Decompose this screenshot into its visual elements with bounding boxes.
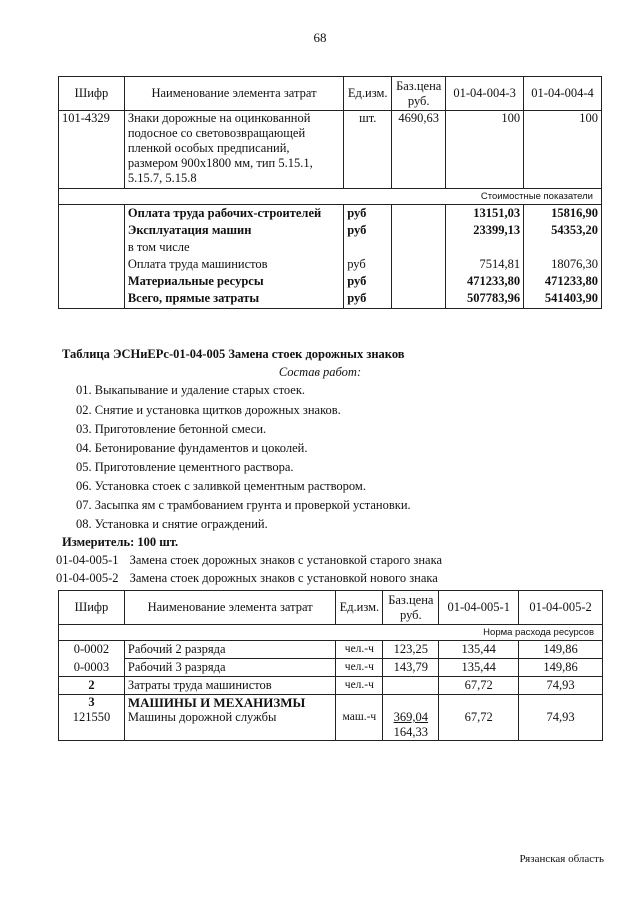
cost-v1 [446, 240, 524, 257]
work-item: 05. Приготовление цементного раствора. [76, 460, 294, 474]
machine-unit: маш.-ч [336, 695, 383, 741]
col-name: Наименование элемента затрат [124, 591, 335, 625]
norm-caption-row [59, 625, 603, 641]
row-name: Рабочий 3 разряда [124, 659, 335, 677]
cost-v2: 471233,80 [524, 274, 602, 291]
cost-unit: руб [344, 274, 392, 291]
cost-row [59, 223, 602, 240]
machine-code: 121550 [72, 710, 111, 724]
table-004 [58, 76, 602, 309]
variant-row [56, 571, 438, 586]
machine-names [124, 695, 335, 741]
cost-row [59, 257, 602, 274]
item-v1: 100 [446, 111, 524, 189]
table-row [59, 641, 603, 659]
work-item: 04. Бетонирование фундаментов и цоколей. [76, 441, 308, 455]
row-v1: 135,44 [439, 641, 519, 659]
work-item: 07. Засыпка ям с трамбованием грунта и проверкой установки. [76, 498, 411, 512]
cost-v1: 471233,80 [446, 274, 524, 291]
row-v1: 67,72 [439, 677, 519, 695]
cost-row [59, 205, 602, 223]
row-v2: 149,86 [519, 641, 603, 659]
col-v1: 01-04-004-3 [446, 77, 524, 111]
row-unit: чел.-ч [336, 677, 383, 695]
cost-unit: руб [344, 223, 392, 240]
cost-v2: 541403,90 [524, 291, 602, 309]
section-title: Таблица ЭСНиЕРс-01-04-005 Замена стоек дорожных знаков [62, 347, 405, 361]
col-code: Шифр [59, 77, 125, 111]
col-v2: 01-04-004-4 [524, 77, 602, 111]
row-unit: чел.-ч [336, 659, 383, 677]
cost-v2: 18076,30 [524, 257, 602, 274]
row-code: 0-0002 [59, 641, 125, 659]
item-name-line: подосное со световозвращающей [127, 126, 306, 140]
row-code: 0-0003 [59, 659, 125, 677]
machine-name: Машины дорожной службы [127, 710, 277, 724]
cost-v2: 15816,90 [524, 205, 602, 223]
cost-caption-row [59, 189, 602, 205]
work-item: 03. Приготовление бетонной смеси. [76, 422, 267, 436]
cost-row [59, 240, 602, 257]
page-number: 68 [313, 30, 327, 45]
machine-v1: 67,72 [439, 695, 519, 741]
item-name-line: 5.15.7, 5.15.8 [127, 171, 197, 185]
col-v2: 01-04-005-2 [519, 591, 603, 625]
row-v2: 149,86 [519, 659, 603, 677]
cost-unit: руб [344, 257, 392, 274]
group-title: МАШИНЫ И МЕХАНИЗМЫ [127, 695, 306, 710]
col-v1: 01-04-005-1 [439, 591, 519, 625]
cost-row [59, 274, 602, 291]
machine-codes [59, 695, 125, 741]
col-unit: Ед.изм. [344, 77, 392, 111]
table-row [59, 659, 603, 677]
cost-unit: руб [344, 205, 392, 223]
table-header [59, 591, 603, 625]
work-item: 08. Установка и снятие ограждений. [76, 517, 268, 531]
table-005 [58, 590, 603, 741]
variant-code: 01-04-005-2 [56, 571, 119, 585]
row-price [383, 677, 439, 695]
item-name-line: размером 900x1800 мм, тип 5.15.1, [127, 156, 313, 170]
row-name: Затраты труда машинистов [124, 677, 335, 695]
cost-v2 [524, 240, 602, 257]
col-price: Баз.цена руб. [383, 591, 439, 625]
col-unit: Ед.изм. [336, 591, 383, 625]
machine-price-top: 369,04 [393, 710, 429, 724]
cost-caption: Стоимостные показатели [59, 189, 602, 205]
machine-price [383, 695, 439, 741]
row-price: 123,25 [383, 641, 439, 659]
item-name [124, 111, 343, 189]
machine-price-bottom: 164,33 [393, 725, 429, 739]
row-code: 2 [59, 677, 125, 695]
cost-name: Оплата труда рабочих-строителей [124, 205, 343, 223]
cost-name: Материальные ресурсы [124, 274, 343, 291]
cost-name: в том числе [124, 240, 343, 257]
variant-code: 01-04-005-1 [56, 553, 119, 567]
cost-v2: 54353,20 [524, 223, 602, 240]
cost-v1: 507783,96 [446, 291, 524, 309]
cost-row [59, 291, 602, 309]
footer-region: Рязанская область [519, 853, 604, 865]
cost-unit: руб [344, 291, 392, 309]
item-v2: 100 [524, 111, 602, 189]
variant-text: Замена стоек дорожных знаков с установкой старого знака [129, 553, 443, 567]
variant-text: Замена стоек дорожных знаков с установкой нового знака [129, 571, 438, 585]
item-name-line: пленкой особых предписаний, [127, 141, 290, 155]
cost-v1: 13151,03 [446, 205, 524, 223]
col-code: Шифр [59, 591, 125, 625]
table-row [59, 111, 602, 189]
table-row [59, 677, 603, 695]
cost-name: Эксплуатация машин [124, 223, 343, 240]
cost-v1: 23399,13 [446, 223, 524, 240]
work-item: 06. Установка стоек с заливкой цементным раствором. [76, 479, 366, 493]
row-v2: 74,93 [519, 677, 603, 695]
machine-v2: 74,93 [519, 695, 603, 741]
group-code: 3 [88, 695, 95, 709]
cost-name: Оплата труда машинистов [124, 257, 343, 274]
col-price: Баз.цена руб. [392, 77, 446, 111]
row-price: 143,79 [383, 659, 439, 677]
item-unit: шт. [344, 111, 392, 189]
norm-caption: Норма расхода ресурсов [59, 625, 603, 641]
row-unit: чел.-ч [336, 641, 383, 659]
cost-v1: 7514,81 [446, 257, 524, 274]
item-price: 4690,63 [392, 111, 446, 189]
row-name: Рабочий 2 разряда [124, 641, 335, 659]
row-v1: 135,44 [439, 659, 519, 677]
work-item: 02. Снятие и установка щитков дорожных знаков. [76, 403, 341, 417]
cost-name: Всего, прямые затраты [124, 291, 343, 309]
item-code: 101-4329 [59, 111, 125, 189]
table-header [59, 77, 602, 111]
work-title: Состав работ: [278, 365, 362, 379]
measure: Измеритель: 100 шт. [62, 535, 179, 549]
work-item: 01. Выкапывание и удаление старых стоек. [76, 383, 306, 397]
variant-row [56, 553, 442, 568]
machine-row [59, 695, 603, 741]
cost-unit [344, 240, 392, 257]
col-name: Наименование элемента затрат [124, 77, 343, 111]
item-name-line: Знаки дорожные на оцинкованной [127, 111, 311, 125]
